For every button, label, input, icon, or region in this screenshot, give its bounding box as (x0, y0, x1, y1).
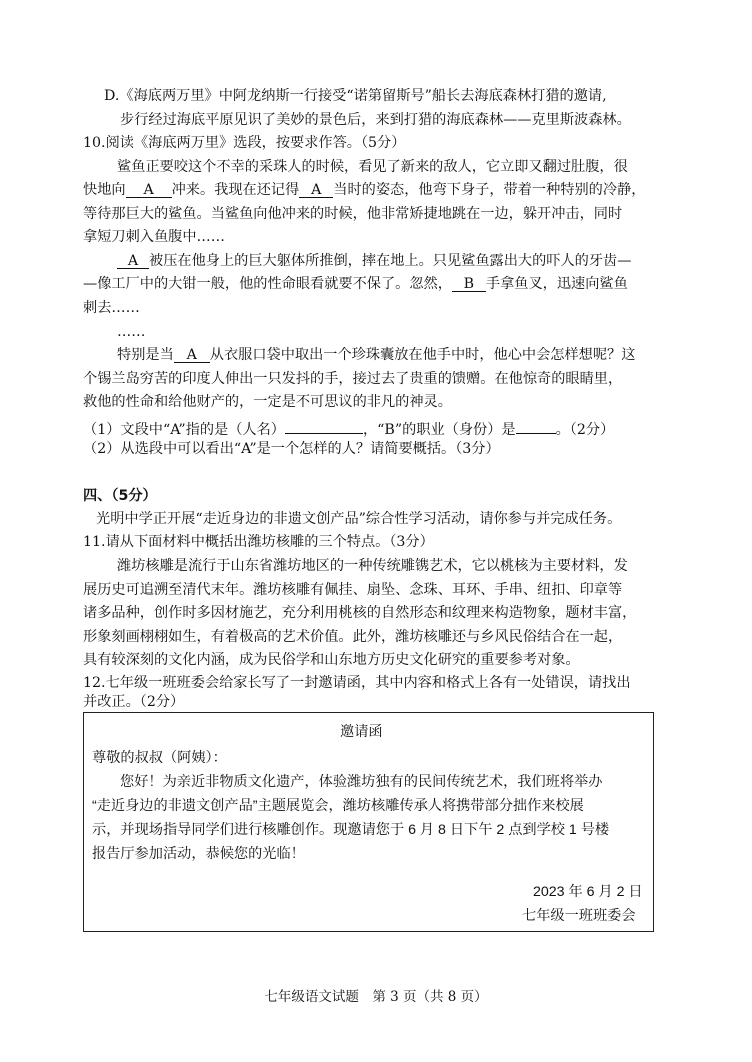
passage-p2-line3: 刺去…… (83, 300, 140, 316)
question-11: 11.请从下面材料中概括出潍坊核雕的三个特点。（3分） (83, 534, 434, 550)
question-10-2: （2）从选段中可以看出“A”是一个怎样的人？请简要概括。（3分） (83, 441, 500, 457)
section-4-heading: 四、（5分） (83, 488, 157, 504)
answer-blank[interactable] (285, 416, 363, 434)
text: 当时的姿态，他弯下身子，带着一种特别的冷静， (333, 182, 646, 198)
text: ，“B”的职业（身份）是 (362, 422, 516, 438)
text: —像工厂中的大钳一般，他的性命眼看就要不保了。忽然， (83, 276, 452, 292)
text: （1）文段中“A”指的是（人名） (83, 422, 285, 438)
passage-p3-line2: 个锡兰岛穷苦的印度人伸出一只发抖的手，接过去了贵重的馈赠。在他惊奇的眼睛里， (83, 371, 623, 387)
material-line3: 诸多品种，创作时多因材施艺，充分利用桃核的自然形态和纹理来构造物象，题材丰富， (83, 605, 637, 621)
text: 冲来。我现在还记得 (171, 182, 300, 198)
blank-a: A (117, 251, 149, 269)
material-line4: 形象刻画栩栩如生，有着极高的艺术价值。此外，潍坊核雕还与乡风民俗结合在一起， (83, 629, 623, 645)
material-line2: 展历史可追溯至清代末年。潍坊核雕有佩挂、扇坠、念珠、耳环、手串、纽扣、印章等 (83, 582, 623, 598)
letter-signature: 七年级一班班委会 (522, 908, 636, 924)
passage-p3-line3: 救他的性命和给他财产的，一定是不可思议的非凡的神灵。 (83, 394, 452, 410)
option-d-line1: D.《海底两万里》中阿龙纳斯一行接受“诺第留斯号”船长去海底森林打猎的邀请, (104, 88, 607, 104)
letter-body-line3: 示，并现场指导同学们进行核雕创作。现邀请您于 6 月 8 日下午 2 点到学校 1 号楼 (92, 822, 610, 838)
passage-p2-line2 (83, 274, 628, 294)
text: 。（2分） (555, 422, 615, 438)
blank-b: B (452, 274, 486, 292)
blank-a: A (174, 345, 210, 363)
answer-blank[interactable] (516, 416, 556, 434)
option-d-line2: 步行经过海底平原见识了美妙的景色后，来到打猎的海底森林——克里斯波森林。 (120, 112, 631, 128)
material-line5: 具有较深刻的文化内涵，成为民俗学和山东地方历史文化研究的重要参考对象。 (83, 652, 580, 668)
question-10-1 (83, 416, 614, 440)
question-12-line1: 12.七年级一班班委会给家长写了一封邀请函，其中内容和格式上各有一处错误，请找出 (83, 675, 631, 691)
passage-p1-line2 (83, 180, 645, 200)
passage-p2-line1 (117, 251, 631, 271)
letter-body-line2: “走近身边的非遗文创产品”主题展览会，潍坊核雕传承人将携带部分拙作来校展 (92, 798, 584, 814)
passage-p1-line1: 鲨鱼正要咬这个不幸的采珠人的时候，看见了新来的敌人，它立即又翻过肚腹，很 (117, 159, 628, 175)
letter-date: 2023 年 6 月 2 日 (533, 884, 643, 900)
text: 手拿鱼叉，迅速向鲨鱼 (485, 276, 628, 292)
letter-salutation: 尊敬的叔叔（阿姨）： (92, 750, 227, 766)
blank-a: A (126, 180, 172, 198)
page-footer: 七年级语文试题 第 3 页（共 8 页） (264, 989, 488, 1005)
section-4-intro: 光明中学正开展“走近身边的非遗文创产品”综合性学习活动，请你参与并完成任务。 (96, 511, 622, 527)
passage-p1-line4: 拿短刀刺入鱼腹中…… (83, 229, 225, 245)
text: 快地向 (83, 182, 126, 198)
material-line1: 潍坊核雕是流行于山东省潍坊地区的一种传统雕镌艺术，它以桃核为主要材料，发 (117, 558, 628, 574)
text: 被压在他身上的巨大躯体所推倒，摔在地上。只见鲨鱼露出大的吓人的牙齿— (149, 253, 632, 269)
passage-p1-line3: 等待那巨大的鲨鱼。当鲨鱼向他冲来的时候，他非常矫捷地跳在一边，躲开冲击，同时 (83, 206, 623, 222)
text: 特别是当 (117, 347, 174, 363)
letter-title: 邀请函 (340, 724, 383, 740)
letter-body-line1: 您好！为亲近非物质文化遗产，体验潍坊独有的民间传统艺术，我们班将举办 (120, 774, 603, 790)
question-12-line2: 并改正。（2分） (83, 694, 185, 710)
letter-body-line4: 报告厅参加活动，恭候您的光临！ (92, 846, 305, 862)
text: 从衣服口袋中取出一个珍珠囊放在他手中时，他心中会怎样想呢？这 (209, 347, 636, 363)
passage-ellipsis: …… (117, 324, 146, 340)
question-10: 10.阅读《海底两万里》选段，按要求作答。（5分） (83, 135, 406, 151)
blank-a: A (299, 180, 333, 198)
passage-p3-line1 (117, 345, 635, 365)
